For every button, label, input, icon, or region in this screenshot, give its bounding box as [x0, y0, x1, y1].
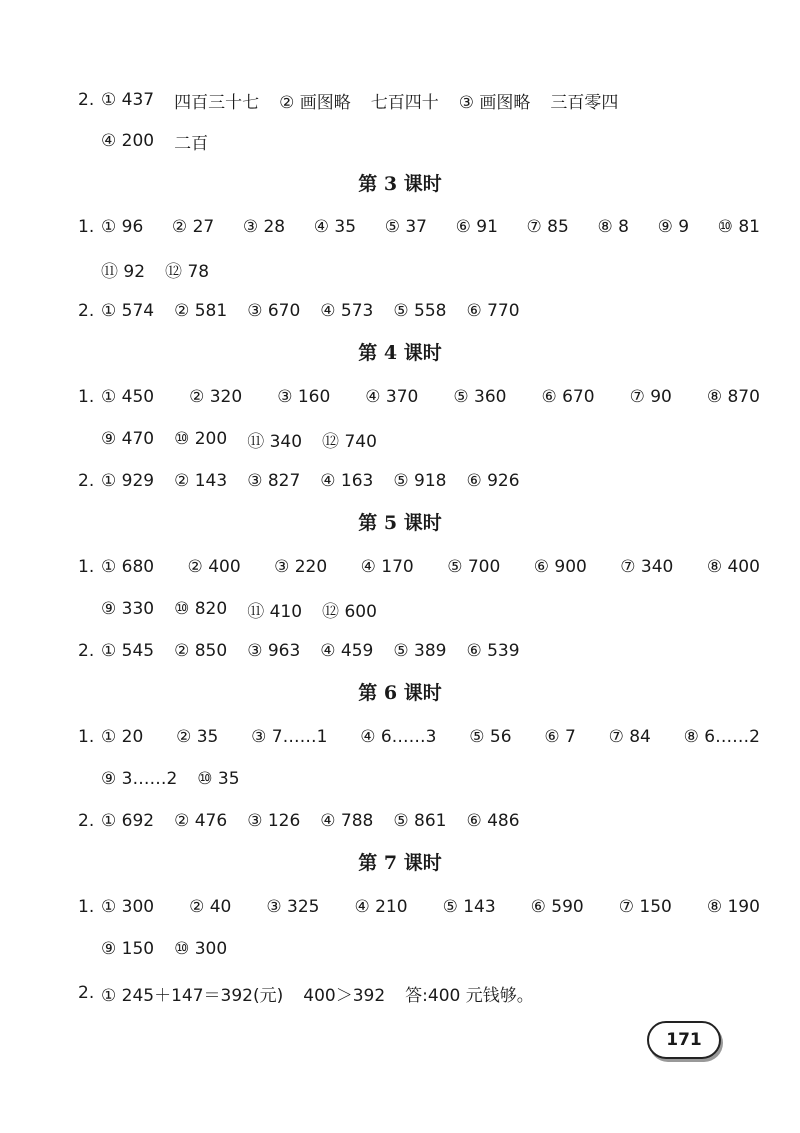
question-number: 2. [78, 983, 95, 1003]
lesson-4-q1-line2 [101, 424, 760, 454]
answer-item: ⑫ 600 [322, 601, 377, 622]
answer-item: ④ 788 [320, 811, 374, 831]
answer-list [101, 257, 229, 282]
lesson-7-q2-line1 [78, 978, 760, 1008]
answer-item: ③ 160 [277, 387, 331, 407]
answer-item: ② 320 [189, 387, 243, 407]
answer-item: ④ 35 [313, 217, 357, 237]
answer-item: ⑥ 486 [466, 811, 520, 831]
lesson-4-q2-line1 [78, 466, 760, 496]
answer-item: ⑥ 7 [544, 727, 576, 747]
answer-item: ① 574 [101, 301, 155, 321]
answer-item: ③ 7……1 [251, 727, 328, 747]
answer-item: ① 450 [101, 387, 155, 407]
question-number: 2. [78, 641, 95, 661]
lesson-3-q1-line1 [78, 212, 760, 242]
lesson-7-q1-line2 [101, 934, 760, 964]
answer-item: ⑤ 360 [453, 387, 507, 407]
lesson-4-heading: 第 4 课时 [358, 342, 442, 364]
answer-list [101, 727, 760, 747]
answer-item: ② 27 [171, 217, 215, 237]
answer-item: ⑧ 400 [706, 557, 760, 577]
answer-item: ⑤ 143 [442, 897, 496, 917]
question-number: 1. [78, 897, 95, 917]
answer-item: ④ 200 [101, 131, 155, 151]
answer-item: ⑩ 200 [174, 429, 228, 449]
answer-item: ⑪ 340 [247, 431, 303, 452]
answer-item: ③ 963 [247, 641, 301, 661]
answer-item: ⑥ 926 [466, 471, 520, 491]
answer-item: ② 画图略 [279, 92, 351, 113]
answer-item: ⑦ 90 [629, 387, 672, 407]
answer-item: ④ 573 [320, 301, 374, 321]
answer-item: ⑦ 340 [620, 557, 674, 577]
answer-item: ⑧ 6……2 [683, 727, 760, 747]
answer-item: ① 245＋147＝392(元) [101, 985, 284, 1006]
lesson-5-q1-line1 [78, 552, 760, 582]
answer-item: ② 850 [174, 641, 228, 661]
answer-item: ⑥ 900 [533, 557, 587, 577]
answer-item: ⑪ 92 [101, 261, 146, 282]
answer-item: ① 545 [101, 641, 155, 661]
answer-item: ⑩ 81 [717, 217, 760, 237]
answer-list [101, 88, 638, 113]
answer-item: ③ 28 [242, 217, 286, 237]
lesson-5-q2-line1 [78, 636, 760, 666]
answer-item: ⑥ 539 [466, 641, 520, 661]
lesson-4-q1-line1 [78, 382, 760, 412]
answer-item: ① 300 [101, 897, 155, 917]
question-number: 1. [78, 557, 95, 577]
answer-item: ④ 210 [354, 897, 408, 917]
answer-item: ⑦ 85 [526, 217, 569, 237]
answer-item: ⑤ 389 [393, 641, 447, 661]
answer-item: ⑧ 8 [597, 217, 629, 237]
answer-item: ② 476 [174, 811, 228, 831]
answer-item: ② 581 [174, 301, 228, 321]
lesson-6-heading: 第 6 课时 [358, 682, 442, 704]
lesson-6-q1-line1 [78, 722, 760, 752]
answer-item: ① 20 [101, 727, 144, 747]
answer-list [101, 427, 397, 452]
answer-item: ⑨ 150 [101, 939, 155, 959]
answer-item: 答:400 元钱够。 [405, 985, 534, 1006]
question-number: 1. [78, 727, 95, 747]
answer-item: ② 143 [174, 471, 228, 491]
lesson-5-q1-line2 [101, 594, 760, 624]
answer-item: ③ 670 [247, 301, 301, 321]
answer-item: ④ 459 [320, 641, 374, 661]
answer-item: ① 929 [101, 471, 155, 491]
answer-item: ⑧ 870 [706, 387, 760, 407]
answer-item: ⑫ 740 [322, 431, 377, 452]
answer-item: ⑨ 3……2 [101, 769, 178, 789]
answer-item: ④ 163 [320, 471, 374, 491]
answer-list [101, 769, 260, 789]
answer-list [101, 811, 540, 831]
top-q2-line2 [101, 126, 760, 156]
answer-item: 二百 [174, 133, 209, 154]
question-number: 1. [78, 387, 95, 407]
answer-item: ⑨ 470 [101, 429, 155, 449]
answer-item: ④ 170 [360, 557, 414, 577]
answer-item: ① 680 [101, 557, 155, 577]
answer-item: ② 35 [176, 727, 219, 747]
answer-item: ③ 画图略 [458, 92, 531, 113]
answer-list [101, 939, 247, 959]
answer-item: 三百零四 [550, 92, 619, 113]
answer-item: ⑤ 56 [469, 727, 512, 747]
answer-list [101, 597, 397, 622]
question-number: 2. [78, 301, 95, 321]
answer-item: ⑩ 35 [197, 769, 240, 789]
answer-item: ⑤ 861 [393, 811, 447, 831]
answer-item: ④ 6……3 [360, 727, 437, 747]
answer-item: 四百三十七 [174, 92, 260, 113]
answer-list [101, 387, 760, 407]
lesson-5-heading: 第 5 课时 [358, 512, 442, 534]
answer-item: ⑩ 300 [174, 939, 228, 959]
lesson-3-q2-line1 [78, 296, 760, 326]
answer-list [101, 641, 540, 661]
answer-item: ⑨ 330 [101, 599, 155, 619]
question-number: 2. [78, 811, 95, 831]
answer-item: ① 692 [101, 811, 155, 831]
lesson-3-heading: 第 3 课时 [358, 173, 442, 195]
answer-list [101, 557, 760, 577]
answer-item: ① 437 [101, 90, 155, 110]
answer-item: 400＞392 [303, 985, 386, 1006]
answer-item: ⑤ 700 [447, 557, 501, 577]
answer-item: ④ 370 [365, 387, 419, 407]
answer-item: ⑥ 590 [530, 897, 584, 917]
answer-list [101, 981, 554, 1006]
answer-item: ③ 126 [247, 811, 301, 831]
answer-item: ⑦ 84 [608, 727, 651, 747]
answer-item: ① 96 [101, 217, 144, 237]
lesson-7-heading: 第 7 课时 [358, 852, 442, 874]
answer-list [101, 471, 540, 491]
answer-list [101, 217, 760, 237]
answer-item: ⑤ 37 [384, 217, 427, 237]
answer-item: ③ 220 [274, 557, 328, 577]
question-number: 2. [78, 471, 95, 491]
answer-list [101, 897, 760, 917]
answer-item: ⑧ 190 [706, 897, 760, 917]
answer-item: ⑦ 150 [618, 897, 672, 917]
question-number: 1. [78, 217, 95, 237]
answer-item: ⑥ 670 [541, 387, 595, 407]
lesson-6-q2-line1 [78, 806, 760, 836]
answer-item: ③ 827 [247, 471, 301, 491]
answer-item: ② 40 [189, 897, 232, 917]
answer-item: ⑫ 78 [165, 261, 210, 282]
page-number-badge: 171 [647, 1021, 721, 1059]
lesson-7-q1-line1 [78, 892, 760, 922]
answer-item: ② 400 [187, 557, 241, 577]
answer-item: ⑥ 770 [466, 301, 520, 321]
lesson-6-q1-line2 [101, 764, 760, 794]
answer-item: ⑪ 410 [247, 601, 303, 622]
answer-item: 七百四十 [370, 92, 439, 113]
question-number: 2. [78, 90, 95, 110]
answer-list [101, 129, 228, 154]
answer-item: ③ 325 [266, 897, 320, 917]
answer-item: ⑨ 9 [657, 217, 690, 237]
top-q2-line1 [78, 85, 760, 115]
answer-list [101, 301, 540, 321]
answer-item: ⑩ 820 [174, 599, 228, 619]
answer-item: ⑤ 918 [393, 471, 447, 491]
answer-item: ⑥ 91 [455, 217, 498, 237]
lesson-3-q1-line2 [101, 254, 760, 284]
answer-item: ⑤ 558 [393, 301, 447, 321]
